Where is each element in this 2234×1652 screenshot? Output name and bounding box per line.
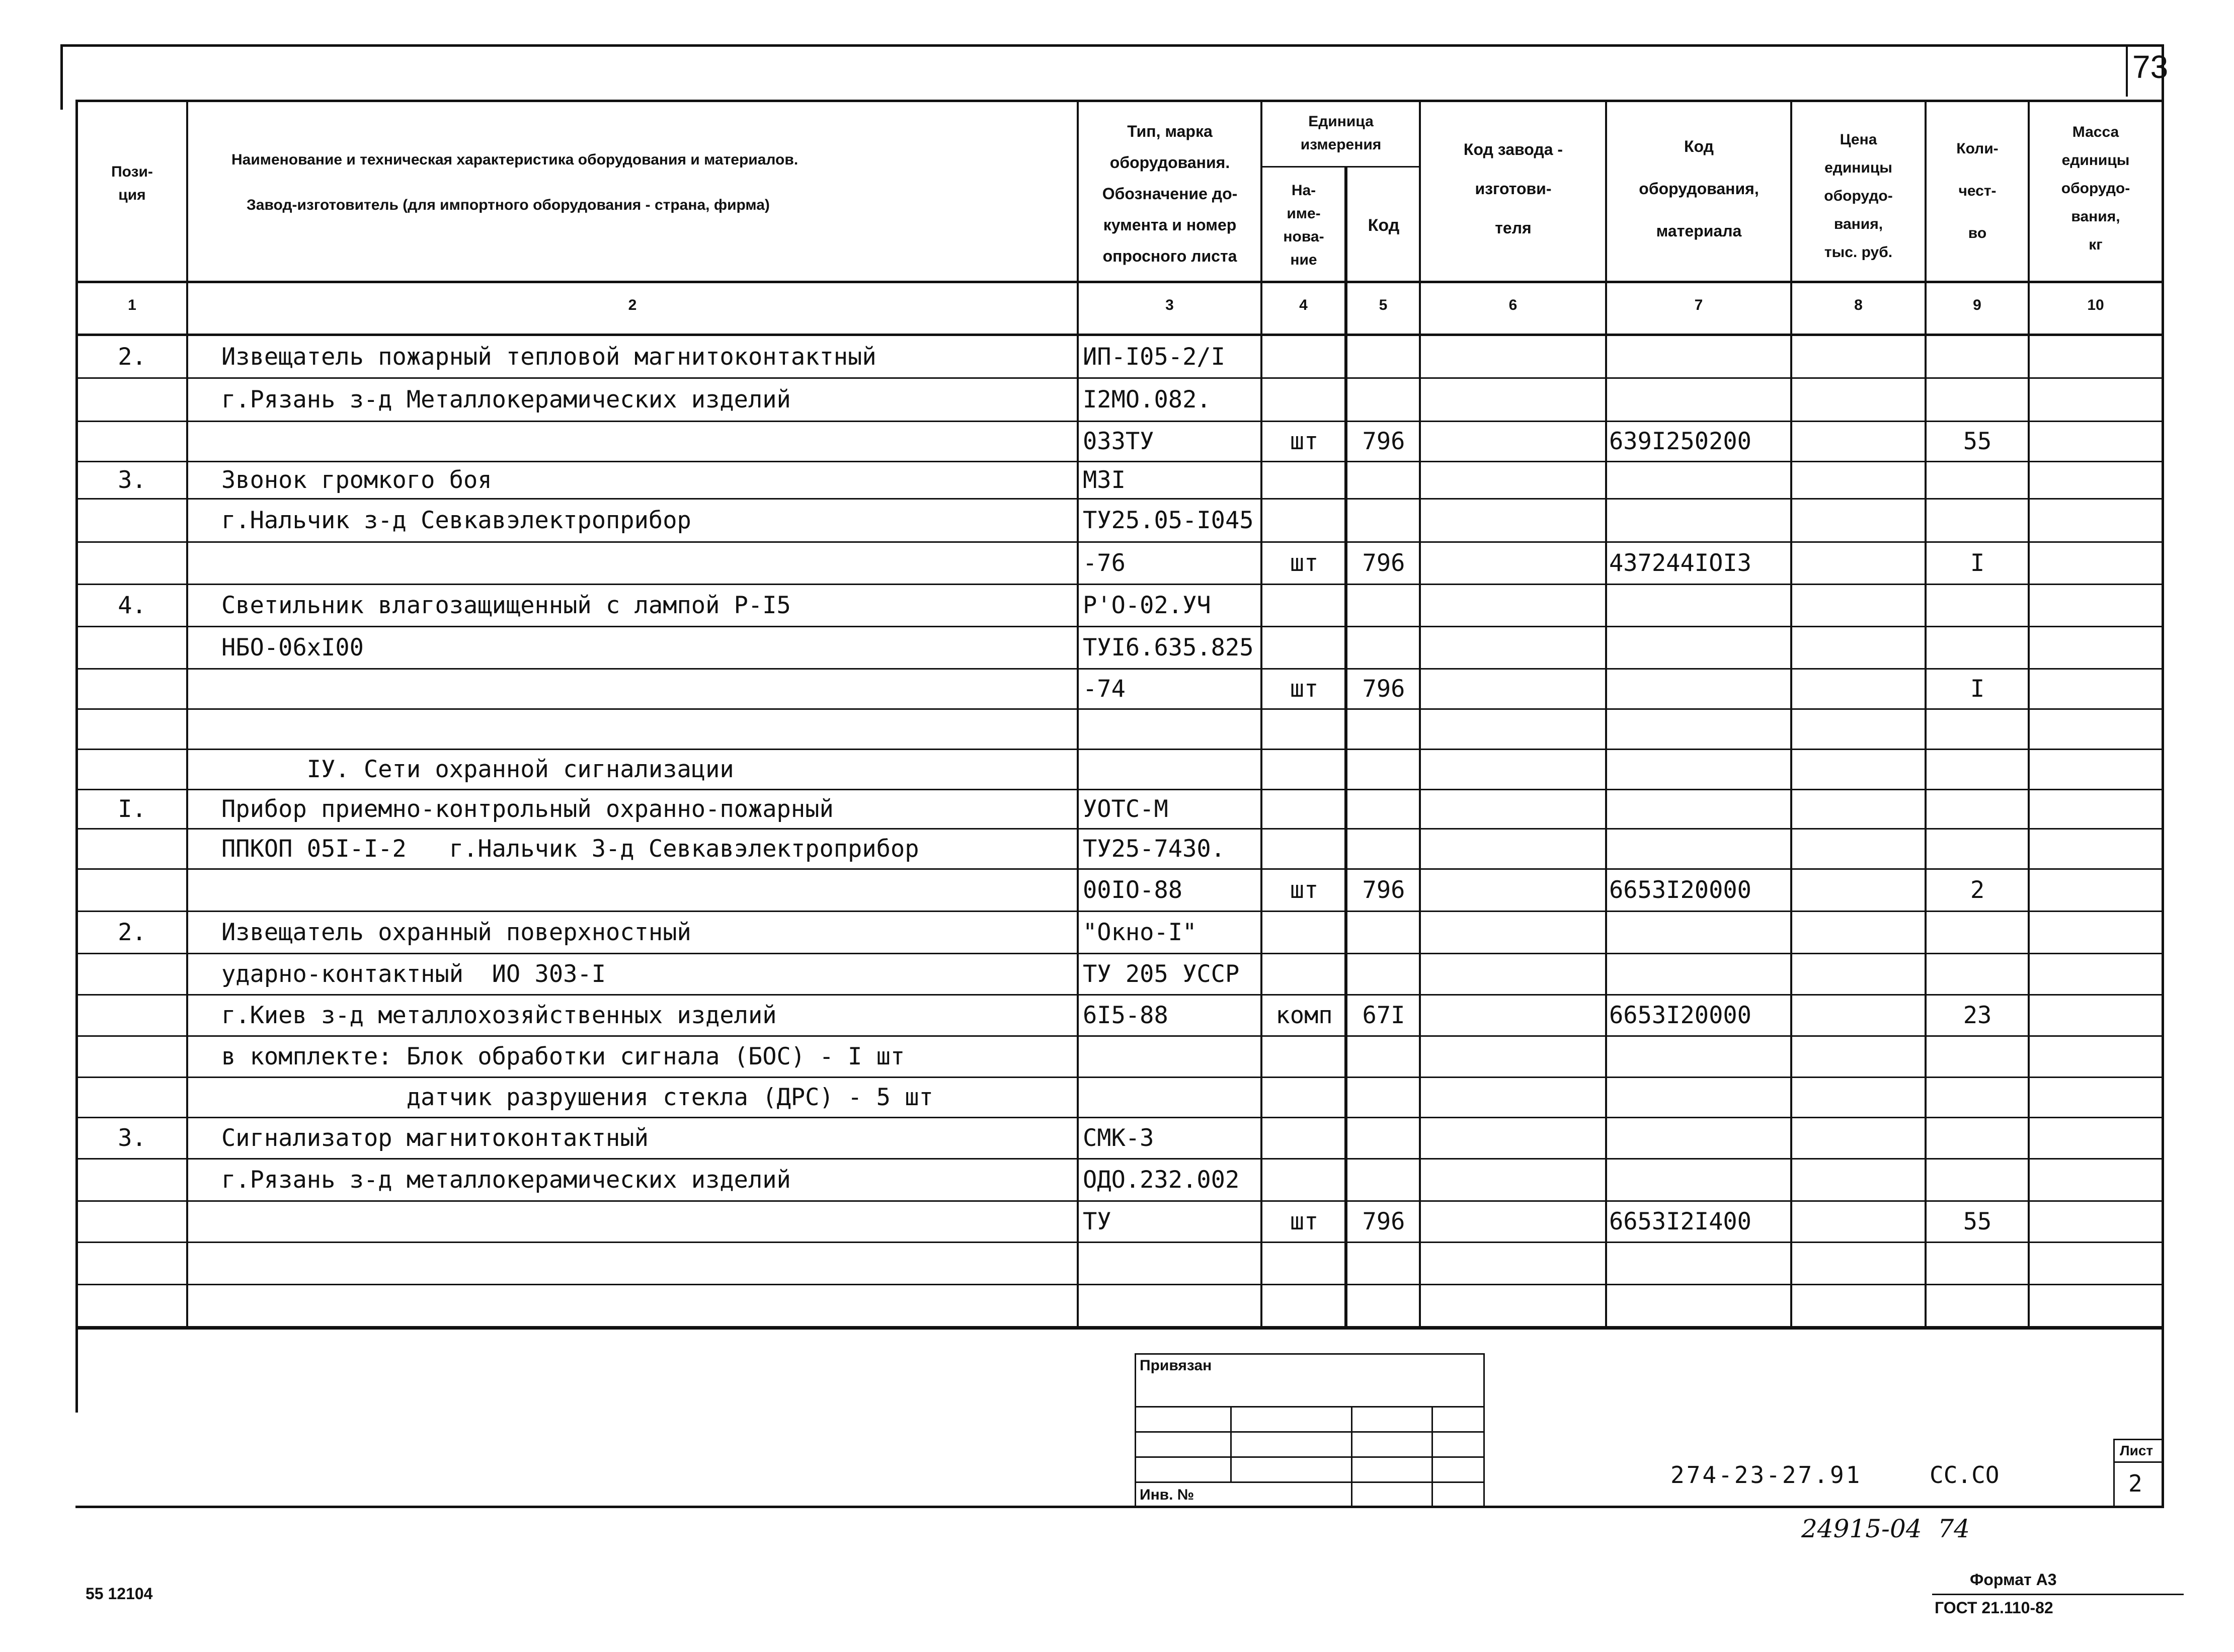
row-separator — [75, 749, 2164, 750]
col-number-7: 7 — [1694, 297, 1703, 313]
header-price: Цена единицы оборудо- вания, тыс. руб. — [1824, 131, 1893, 261]
col-number-10: 10 — [2087, 297, 2104, 313]
cell-name: г.Рязань з-д Металлокерамических изделий — [221, 386, 791, 414]
header-maker-code: Код завода - изготови- теля — [1463, 140, 1563, 237]
cell-type: СМК-3 — [1083, 1124, 1154, 1152]
col-number-6: 6 — [1508, 297, 1518, 313]
cell-type: ТУ25.05-I045 — [1083, 507, 1254, 534]
col-number-2: 2 — [628, 297, 637, 313]
row-separator — [75, 498, 2164, 500]
cell-pos: 4. — [118, 592, 146, 619]
row-separator — [75, 1035, 2164, 1037]
cell-name: IУ. Сети охранной сигнализации — [221, 756, 734, 783]
header-mass: Масса единицы оборудо- вания, кг — [2061, 124, 2130, 253]
cell-qty: I — [1970, 549, 1985, 577]
cell-ucode: 796 — [1362, 675, 1405, 703]
sheet-number: 2 — [2128, 1470, 2142, 1497]
vline-pos — [186, 100, 188, 1327]
row-separator — [75, 1242, 2164, 1243]
cell-qty: 2 — [1970, 876, 1985, 904]
tb-v1 — [1230, 1406, 1232, 1481]
row-separator — [75, 708, 2164, 710]
tb-v3 — [1431, 1406, 1433, 1507]
vline-ecode — [1790, 100, 1792, 1327]
cell-qty: 23 — [1963, 1002, 1992, 1029]
col-number-4: 4 — [1299, 297, 1308, 313]
cell-type: ТУ25-7430. — [1083, 835, 1225, 863]
header-position: Пози- ция — [111, 163, 153, 203]
vline-qty — [2028, 100, 2030, 1327]
tb-v2 — [1351, 1406, 1352, 1507]
cell-type: 033ТУ — [1083, 428, 1154, 455]
cell-type: ТУI6.635.825 — [1083, 634, 1254, 662]
row-separator — [75, 584, 2164, 585]
cell-name: Прибор приемно-контрольный охранно-пожарный — [221, 795, 834, 823]
cell-type: ИП-I05-2/I — [1083, 343, 1225, 371]
cell-ecode: 6653I2I400 — [1609, 1208, 1751, 1235]
sheet-box-mid — [2113, 1461, 2164, 1463]
cell-name: г.Нальчик з-д Севкавэлектроприбор — [221, 507, 691, 534]
handwritten-note: 24915-04 74 — [1801, 1514, 1970, 1543]
header-name-line2: Завод-изготовитель (для импортного оборудования - страна, фирма) — [247, 197, 770, 213]
col-number-5: 5 — [1379, 297, 1388, 313]
inv-number-label: Инв. № — [1140, 1486, 1194, 1503]
cell-type: I2МО.082. — [1083, 386, 1211, 414]
cell-type: ТУ — [1083, 1208, 1111, 1235]
cell-type: "Окно-I" — [1083, 919, 1197, 946]
frame-bottom-line — [75, 1506, 2164, 1508]
cell-pos: 2. — [118, 919, 146, 946]
cell-ecode: 6653I20000 — [1609, 1002, 1751, 1029]
vline-mcode — [1605, 100, 1607, 1327]
row-separator — [75, 668, 2164, 670]
cell-type: -74 — [1083, 675, 1126, 703]
cell-type: МЗI — [1083, 466, 1126, 494]
cell-name: датчик разрушения стекла (ДРС) - 5 шт — [221, 1084, 933, 1111]
format-label: Формат А3 — [1970, 1571, 2057, 1589]
cell-name: ударно-контактный ИО 303-I — [221, 960, 606, 988]
row-separator — [75, 1200, 2164, 1202]
row-separator — [75, 541, 2164, 543]
colnum-bottom-line — [75, 334, 2164, 336]
header-equipment-code: Код оборудования, материала — [1639, 137, 1759, 240]
cell-unit: шт — [1290, 675, 1319, 703]
row-separator — [75, 868, 2164, 870]
header-type: Тип, марка оборудования. Обозначение до- кумента и номер опросного листа — [1102, 122, 1238, 265]
cell-name: Светильник влагозащищенный с лампой Р-I5 — [221, 592, 791, 619]
col-number-8: 8 — [1854, 297, 1863, 313]
col-number-3: 3 — [1165, 297, 1174, 313]
cell-ecode: 639I250200 — [1609, 428, 1751, 455]
cell-name: ППКОП 05I-I-2 г.Нальчик З-д Севкавэлектроприбор — [221, 835, 919, 863]
cell-ucode: 796 — [1362, 1208, 1405, 1235]
cell-type: Р'О-02.УЧ — [1083, 592, 1211, 619]
header-bottom-line — [75, 281, 2164, 283]
format-line — [1932, 1594, 2184, 1595]
cell-ucode: 796 — [1362, 549, 1405, 577]
cell-type: УОТС-М — [1083, 795, 1168, 823]
cell-type: 00IO-88 — [1083, 876, 1183, 904]
row-separator — [75, 828, 2164, 830]
cell-ucode: 796 — [1362, 428, 1405, 455]
row-separator — [75, 421, 2164, 422]
cell-unit: шт — [1290, 549, 1319, 577]
cell-pos: 2. — [118, 343, 146, 371]
cell-pos: I. — [118, 795, 146, 823]
table-right-line — [2162, 44, 2164, 1508]
header-qty: Коли- чест- во — [1956, 140, 1999, 241]
tb-outer-left — [1135, 1353, 1136, 1507]
cell-name: Звонок громкого боя — [221, 466, 492, 494]
row-separator — [75, 953, 2164, 954]
left-border-line — [60, 44, 63, 110]
cell-ucode: 67I — [1362, 1002, 1405, 1029]
header-name-line1: Наименование и техническая характеристика оборудования и материалов. — [231, 151, 799, 168]
cell-qty: 55 — [1963, 428, 1992, 455]
cell-name: Извещатель охранный поверхностный — [221, 919, 691, 946]
page-corner-number: 73 — [2132, 49, 2169, 85]
cell-name: г.Рязань з-д металлокерамических изделий — [221, 1166, 791, 1194]
row-separator — [75, 1077, 2164, 1078]
cell-name: Извещатель пожарный тепловой магнитоконтактный — [221, 343, 876, 371]
row-separator — [75, 1158, 2164, 1160]
cell-name: г.Киев з-д металлохозяйственных изделий — [221, 1002, 777, 1029]
col-number-9: 9 — [1973, 297, 1981, 313]
cell-name: в комплекте: Блок обработки сигнала (БОС) - I шт — [221, 1043, 905, 1070]
cell-name: НБО-06хI00 — [221, 634, 364, 662]
cell-pos: 3. — [118, 466, 146, 494]
row-separator — [75, 1117, 2164, 1118]
row-separator — [75, 994, 2164, 996]
cell-qty: 55 — [1963, 1208, 1992, 1235]
gost-label: ГОСТ 21.110-82 — [1935, 1599, 2053, 1617]
row-separator — [75, 626, 2164, 627]
row-separator — [75, 377, 2164, 379]
corner-box-left — [2126, 46, 2128, 97]
sheet-label: Лист — [2120, 1443, 2153, 1458]
header-unit-name: На- име- нова- ние — [1283, 182, 1324, 268]
cell-unit: комп — [1275, 1002, 1333, 1029]
header-unit-code: Код — [1368, 215, 1400, 235]
row-separator — [75, 1284, 2164, 1285]
document-code: 274-23-27.91 — [1670, 1461, 1862, 1489]
vline-price — [1925, 100, 1927, 1327]
row-separator — [75, 789, 2164, 790]
tb-outer-top — [1135, 1353, 1484, 1355]
top-border-line — [60, 44, 2164, 47]
cell-type: -76 — [1083, 549, 1126, 577]
sheet-box-left — [2113, 1439, 2115, 1507]
cell-ucode: 796 — [1362, 876, 1405, 904]
cell-type: 6I5-88 — [1083, 1002, 1168, 1029]
cell-ecode: 6653I20000 — [1609, 876, 1751, 904]
cell-type: ТУ 205 УССР — [1083, 960, 1240, 988]
cell-unit: шт — [1290, 1208, 1319, 1235]
sheet-box-top — [2113, 1439, 2164, 1440]
vline-ucode — [1419, 100, 1421, 1327]
col-number-1: 1 — [128, 297, 136, 313]
bottom-left-code: 55 12104 — [86, 1585, 153, 1603]
table-top-line — [75, 100, 2164, 102]
cell-ecode: 437244IOI3 — [1609, 549, 1751, 577]
vline-unit — [1344, 166, 1347, 1328]
vline-name — [1077, 100, 1079, 1327]
cell-qty: I — [1970, 675, 1985, 703]
document-mark: СС.СО — [1930, 1461, 2000, 1489]
header-unit-group: Единица измерения — [1300, 113, 1382, 153]
tb-outer-right — [1483, 1353, 1485, 1507]
row-separator — [75, 461, 2164, 462]
cell-pos: 3. — [118, 1124, 146, 1152]
cell-unit: шт — [1290, 428, 1319, 455]
unit-group-line — [1260, 166, 1421, 168]
cell-unit: шт — [1290, 876, 1319, 904]
privyazan-label: Привязан — [1140, 1357, 1212, 1374]
row-separator — [75, 911, 2164, 912]
table-bottom-line — [75, 1327, 2164, 1330]
cell-name: Сигнализатор магнитоконтактный — [221, 1124, 649, 1152]
cell-type: ОДО.232.002 — [1083, 1166, 1240, 1194]
